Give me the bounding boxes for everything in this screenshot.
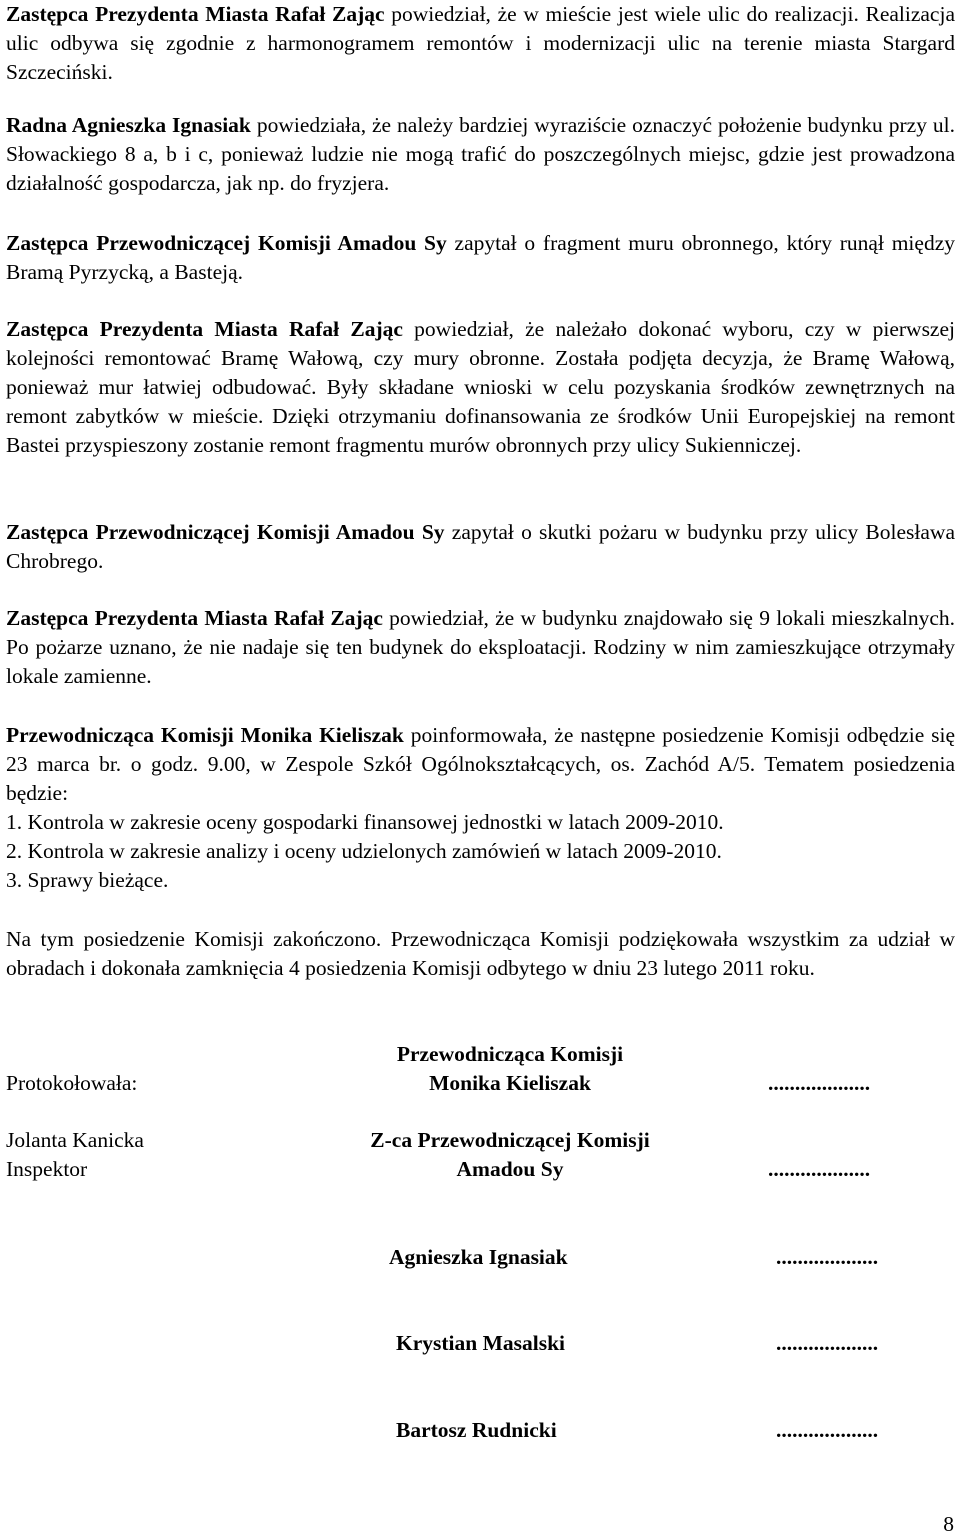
paragraph-text: poinformowała, że następne posiedzenie Komisji odbędzie się 23 marca br. o godz. 9.00, w Zespole Szkół Ogólnokształcących, os. Zachód A/5. Tematem posiedzenia będzie: [6,723,955,805]
speaker-name: Zastępca Przewodniczącej Komisji Amadou Sy [6,231,447,255]
paragraph-text: powiedział, że w budynku znajdowało się 9 lokali mieszkalnych. Po pożarze uznano, że nie nadaje się ten budynek do eksploatacji. Rodziny w nim zamieszkujące otrzymały lokale zamienne. [6,606,955,688]
paragraph-5 [6,518,955,576]
vice-title: Z-ca Przewodniczącej Komisji [370,1128,650,1152]
page-number: 8 [943,1512,954,1536]
paragraph-2 [6,111,955,198]
speaker-name: Radna Agnieszka Ignasiak [6,113,251,137]
speaker-name: Zastępca Prezydenta Miasta Rafał Zając [6,2,385,26]
recorder-name: Jolanta Kanicka [6,1128,144,1152]
signature-dots: ................... [768,1157,871,1181]
chair-name: Monika Kieliszak [429,1071,591,1095]
signature-dots: ................... [776,1418,879,1442]
paragraph-7 [6,721,955,808]
agenda-item-1: 1. Kontrola w zakresie oceny gospodarki finansowej jednostki w latach 2009-2010. [6,810,724,834]
paragraph-3 [6,229,955,287]
agenda-item-3: 3. Sprawy bieżące. [6,868,169,892]
signature-dots: ................... [776,1331,879,1355]
member-name: Agnieszka Ignasiak [389,1245,568,1269]
signature-dots: ................... [768,1071,871,1095]
paragraph-1 [6,0,955,87]
speaker-name: Zastępca Prezydenta Miasta Rafał Zając [6,606,383,630]
speaker-name: Zastępca Przewodniczącej Komisji Amadou Sy [6,520,445,544]
vice-name: Amadou Sy [456,1157,564,1181]
paragraph-text: powiedział, że należało dokonać wyboru, czy w pierwszej kolejności remontować Bramę Wałową, czy mury obronne. Została podjęta decyzja, że Bramę Wałową, ponieważ mur łatwiej odbudować. Były składane wnioski w celu pozyskania środków zewnętrznych na remont zabytków w mieście. Dzięki otrzymaniu dofinansowania ze środków Unii Europejskiej na remont Bastei przyspieszony zostanie remont fragmentu murów obronnych przy ulicy Sukienniczej. [6,317,955,457]
closing-paragraph: Na tym posiedzenie Komisji zakończono. Przewodnicząca Komisji podziękowała wszystkim za udział w obradach i dokonała zamknięcia 4 posiedzenia Komisji odbytego w dniu 23 lutego 2011 roku. [6,927,955,980]
speaker-name: Przewodnicząca Komisji Monika Kieliszak [6,723,404,747]
recorded-label: Protokołowała: [6,1071,138,1095]
paragraph-4 [6,315,955,460]
member-name: Krystian Masalski [396,1331,566,1355]
recorder-role: Inspektor [6,1157,88,1181]
signature-dots: ................... [776,1245,879,1269]
speaker-name: Zastępca Prezydenta Miasta Rafał Zając [6,317,403,341]
paragraph-6 [6,604,955,691]
paragraph-text: zapytał o fragment muru obronnego, który runął między Bramą Pyrzycką, a Basteją. [6,231,955,284]
paragraph-text: powiedział, że w mieście jest wiele ulic do realizacji. Realizacja ulic odbywa się zgodnie z harmonogramem remontów i modernizacji ulic na terenie miasta Stargard Szczeciński. [6,2,955,84]
paragraph-text: zapytał o skutki pożaru w budynku przy ulicy Bolesława Chrobrego. [6,520,955,573]
chair-title: Przewodnicząca Komisji [396,1042,624,1066]
agenda-item-2: 2. Kontrola w zakresie analizy i oceny udzielonych zamówień w latach 2009-2010. [6,839,722,863]
paragraph-text: powiedziała, że należy bardziej wyraziście oznaczyć położenie budynku przy ul. Słowackiego 8 a, b i c, ponieważ ludzie nie mogą trafić do poszczególnych miejsc, gdzie jest prowadzona działalność gospodarcza, jak np. do fryzjera. [6,113,955,195]
member-name: Bartosz Rudnicki [396,1418,557,1442]
